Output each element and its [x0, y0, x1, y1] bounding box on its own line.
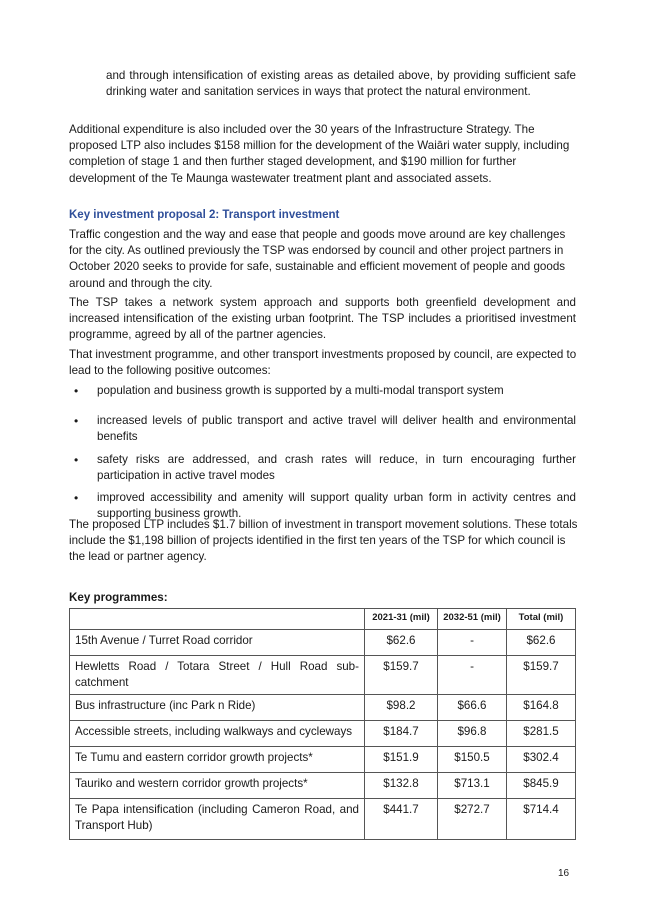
- bullet-icon: •: [74, 414, 79, 429]
- table-cell: $62.6: [365, 630, 438, 656]
- programme-paragraph: That investment programme, and other transport investments proposed by council, are expected to lead to the following positive outcomes:: [69, 348, 577, 378]
- table-row: [70, 695, 576, 721]
- column-header: Total (mil): [507, 609, 576, 630]
- bullet-icon: •: [74, 452, 79, 467]
- tsp-paragraph: The TSP takes a network system approach and supports both greenfield development and increased intensification of the existing urban footprint. The TSP includes a prioritised investment programme, agreed by all of the partner agencies.: [69, 296, 576, 342]
- column-header: 2021-31 (mil): [365, 609, 438, 630]
- table-cell: 15th Avenue / Turret Road corridor: [70, 630, 365, 656]
- table-cell: $151.9: [365, 747, 438, 773]
- page-number: 16: [558, 868, 570, 879]
- column-header: [70, 609, 365, 630]
- table-cell: $164.8: [507, 695, 576, 721]
- additional-expenditure-paragraph: Additional expenditure is also included over the 30 years of the Infrastructure Strategy. The proposed LTP also includes $158 million for the development of the Waiāri water supply, including completion of stage 1 and then further staged development, and $190 million for further development of the Te Maunga wastewater treatment plant and associated assets.: [69, 123, 570, 185]
- programmes-table: [69, 608, 576, 840]
- key-programmes-label: Key programmes:: [69, 591, 168, 604]
- list-item: [69, 413, 576, 445]
- list-item-text: population and business growth is supported by a multi-modal transport system: [97, 384, 504, 397]
- table-cell: Accessible streets, including walkways and cycleways: [70, 721, 365, 747]
- table-cell: $281.5: [507, 721, 576, 747]
- table-cell: -: [438, 656, 507, 695]
- bullet-icon: •: [74, 491, 79, 506]
- table-cell: $150.5: [438, 747, 507, 773]
- table-row: [70, 630, 576, 656]
- traffic-paragraph: Traffic congestion and the way and ease that people and goods move around are key challenges for the city. As outlined previously the TSP was endorsed by council and other project partners in October 2020 seeks to provide for safe, sustainable and efficient movement of people and goods around and through the city.: [69, 228, 566, 290]
- table-cell: $184.7: [365, 721, 438, 747]
- table-cell: Hewletts Road / Totara Street / Hull Road sub-catchment: [70, 656, 365, 695]
- table-cell: Bus infrastructure (inc Park n Ride): [70, 695, 365, 721]
- list-item-text: improved accessibility and amenity will support quality urban form in activity centres and supporting business growth.: [97, 491, 576, 521]
- table-cell: $96.8: [438, 721, 507, 747]
- table-cell: $845.9: [507, 773, 576, 799]
- table-cell: $98.2: [365, 695, 438, 721]
- table-cell: $132.8: [365, 773, 438, 799]
- table-row: [70, 721, 576, 747]
- table-cell: $441.7: [365, 799, 438, 840]
- list-item: [69, 452, 576, 484]
- table-cell: $302.4: [507, 747, 576, 773]
- table-cell: $66.6: [438, 695, 507, 721]
- table-cell: $62.6: [507, 630, 576, 656]
- list-item: [69, 383, 576, 399]
- table-cell: Te Papa intensification (including Cameron Road, and Transport Hub): [70, 799, 365, 840]
- table-header-row: [70, 609, 576, 630]
- table-cell: $272.7: [438, 799, 507, 840]
- column-header: 2032-51 (mil): [438, 609, 507, 630]
- ltp-paragraph: The proposed LTP includes $1.7 billion of investment in transport movement solutions. These totals include the $1,198 billion of projects identified in the first ten years of the TSP for which council is the lead or partner agency.: [69, 518, 578, 564]
- table-cell: Te Tumu and eastern corridor growth projects*: [70, 747, 365, 773]
- intro-paragraph: and through intensification of existing areas as detailed above, by providing sufficient safe drinking water and sanitation services in ways that protect the natural environment.: [106, 69, 576, 99]
- list-item-text: increased levels of public transport and active travel will deliver health and environmental benefits: [97, 414, 576, 444]
- table-cell: $714.4: [507, 799, 576, 840]
- table-cell: -: [438, 630, 507, 656]
- table-row: [70, 747, 576, 773]
- list-item-text: safety risks are addressed, and crash rates will reduce, in turn encouraging further participation in active travel modes: [97, 452, 576, 482]
- table-row: [70, 773, 576, 799]
- table-cell: $159.7: [365, 656, 438, 695]
- bullet-icon: •: [74, 384, 79, 398]
- section-heading: Key investment proposal 2: Transport investment: [69, 209, 340, 221]
- outcomes-list: [69, 383, 576, 522]
- table-row: [70, 799, 576, 840]
- table-cell: $713.1: [438, 773, 507, 799]
- table-cell: Tauriko and western corridor growth projects*: [70, 773, 365, 799]
- table-row: [70, 656, 576, 695]
- table-cell: $159.7: [507, 656, 576, 695]
